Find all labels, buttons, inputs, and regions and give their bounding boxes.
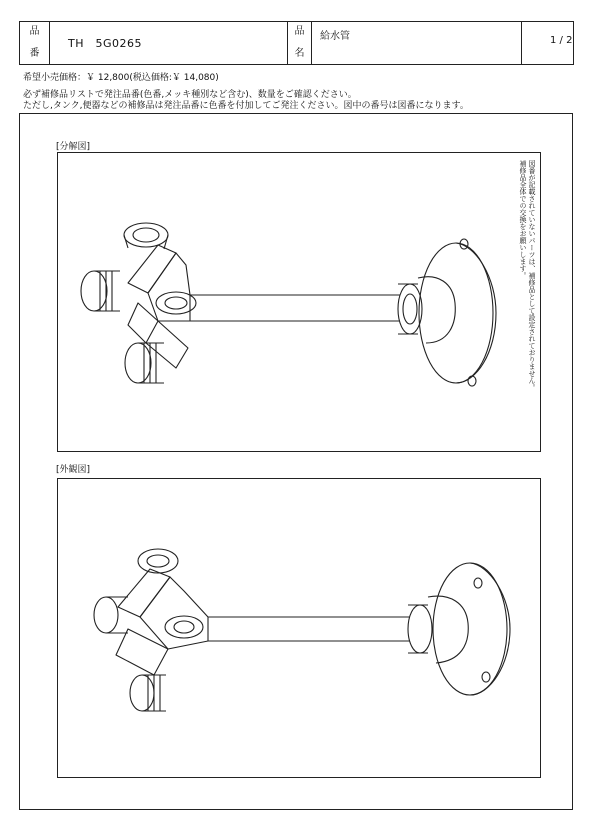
product-label-char-2: 番 — [29, 48, 40, 59]
exterior-view-panel — [57, 478, 541, 778]
name-label-char-1: 品 — [294, 26, 305, 37]
page-indicator: 1 / 2 — [550, 35, 573, 46]
pipe — [190, 295, 400, 321]
exterior-view-label: [外観図] — [56, 465, 91, 475]
valve-body — [128, 245, 176, 293]
instruction-note-1: 必ず補修品リストで発注品番(色番,メッキ種別など含む)、数量をご確認ください。 — [23, 90, 357, 100]
header-table — [19, 21, 574, 65]
hex-nut — [398, 284, 422, 334]
product-number-label — [20, 22, 50, 64]
hex-nut — [408, 605, 432, 653]
name-label-char-2: 名 — [294, 48, 305, 59]
exploded-view-panel — [57, 152, 541, 452]
side-note-line-2: 補修品全体での交換をお願いします。 — [519, 160, 527, 279]
instruction-note-2: ただし,タンク,便器などの補修品は発注品番に色番を付加してご発注ください。図中の番号は図番になります。 — [23, 101, 469, 111]
product-name: 給水管 — [312, 22, 522, 64]
side-note-line-1: 図番が記載されていないパーツは、補修品として設定されておりません。 — [528, 160, 536, 391]
exterior-view-drawing — [58, 479, 542, 779]
side-note — [510, 160, 536, 450]
exploded-view-label: [分解図] — [56, 142, 91, 152]
product-label-char-1: 品 — [29, 26, 40, 37]
price-line: 希望小売価格：￥ 12,800(税込価格:￥ 14,080) — [23, 73, 219, 83]
product-number: TH 5G0265 — [50, 22, 288, 64]
valve-body — [118, 569, 170, 617]
exploded-view-drawing — [58, 153, 542, 453]
pipe — [208, 617, 410, 641]
product-name-label — [288, 22, 312, 64]
